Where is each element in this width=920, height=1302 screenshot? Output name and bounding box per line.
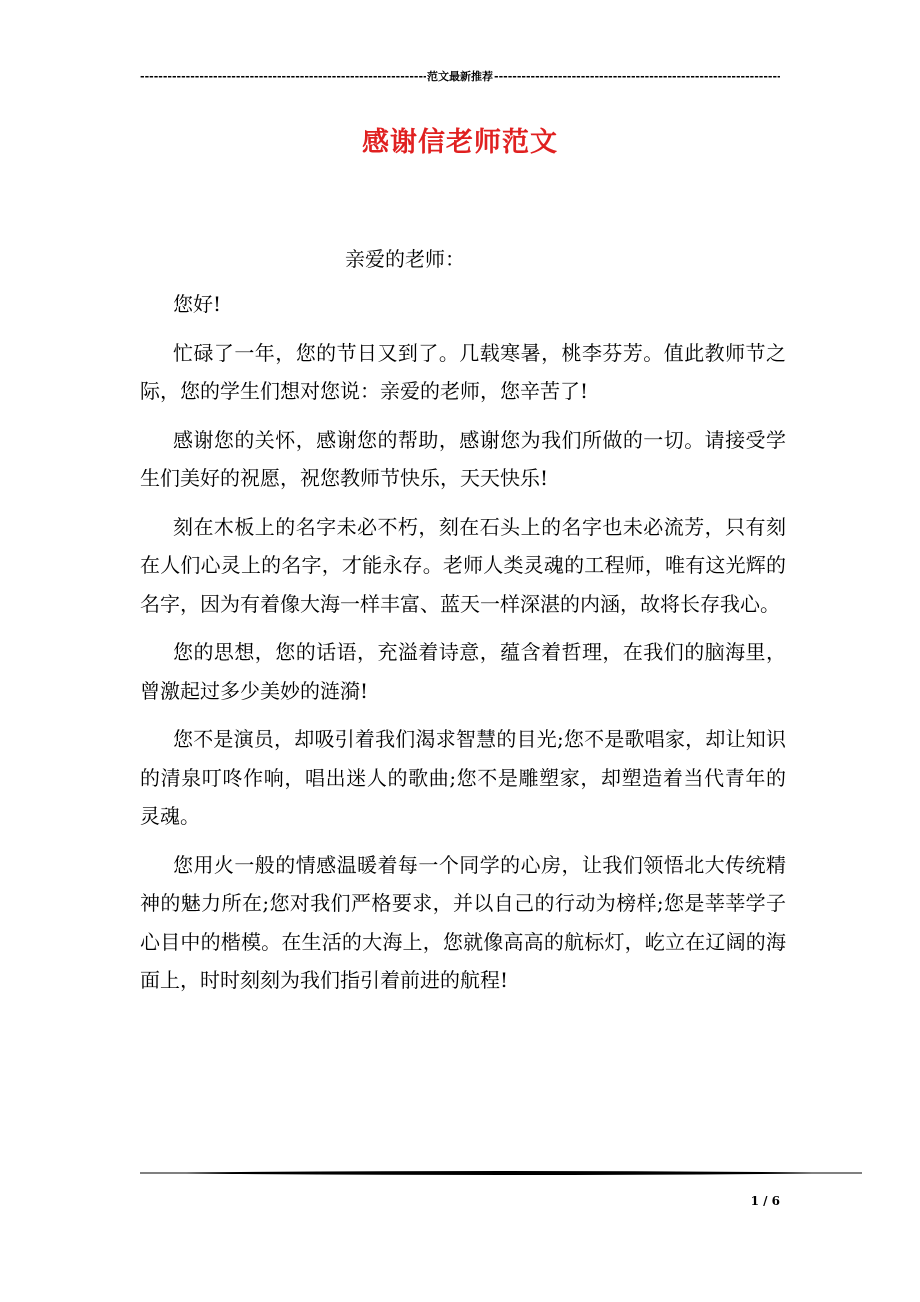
header-dashes-right (494, 70, 780, 83)
footer-divider (140, 1168, 862, 1178)
paragraph: 忙碌了一年，您的节日又到了。几载寒暑，桃李芬芳。值此教师节之际，您的学生们想对您说：亲爱的老师，您辛苦了! (140, 340, 786, 403)
header-dashes-left (140, 70, 426, 83)
paragraph: 您好! (173, 292, 222, 316)
paragraph: 感谢您的关怀，感谢您的帮助，感谢您为我们所做的一切。请接受学生们美好的祝愿，祝您教师节快乐，天天快乐! (140, 427, 786, 490)
paragraph: 您用火一般的情感温暖着每一个同学的心房，让我们领悟北大传统精神的魅力所在;您对我们严格要求，并以自己的行动为榜样;您是莘莘学子心目中的楷模。在生活的大海上，您就像高高的航标灯，屹立在辽阔的海面上，时时刻刻为我们指引着前进的航程! (140, 852, 786, 992)
header-banner (140, 68, 780, 84)
paragraph: 刻在木板上的名字未必不朽，刻在石头上的名字也未必流芳，只有刻在人们心灵上的名字，才能永存。老师人类灵魂的工程师，唯有这光辉的名字，因为有着像大海一样丰富、蓝天一样深湛的内涵，故将长存我心。 (140, 514, 786, 616)
salutation: 亲爱的老师： (345, 247, 465, 271)
letter-body (140, 285, 786, 1010)
paragraph: 您的思想，您的话语，充溢着诗意，蕴含着哲理，在我们的脑海里，曾激起过多少美妙的涟漪! (140, 640, 786, 703)
document-title: 感谢信老师范文 (362, 127, 558, 158)
paragraph: 您不是演员，却吸引着我们渴求智慧的目光;您不是歌唱家，却让知识的清泉叮咚作响，唱出迷人的歌曲;您不是雕塑家，却塑造着当代青年的灵魂。 (140, 727, 786, 828)
header-label: 范文最新推荐 (427, 70, 493, 83)
page-number: 1 / 6 (750, 1194, 780, 1208)
